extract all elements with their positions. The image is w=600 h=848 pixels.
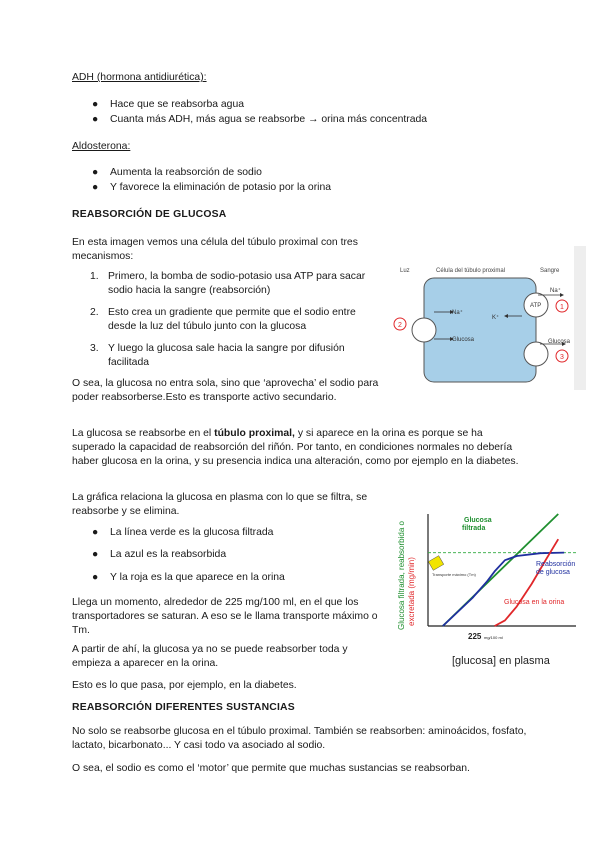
section-title-glucosa: REABSORCIÓN DE GLUCOSA (72, 209, 227, 220)
aldosterona-heading: Aldosterona: (72, 141, 131, 152)
section-title-otras: REABSORCIÓN DIFERENTES SUSTANCIAS (72, 702, 295, 713)
legend-filtrada: Glucosa filtrada (462, 517, 492, 532)
glucose-chart-svg (398, 506, 588, 668)
label-glucosa-in: Glucosa (452, 337, 475, 343)
legend-orina: Glucosa en la orina (504, 599, 565, 606)
glucose-chart (398, 506, 588, 668)
cell-diagram (388, 246, 586, 390)
x-tick-label: 225 (468, 632, 482, 641)
chart-ylabel-2: excretada (mg/min) (407, 557, 416, 626)
tubulo-paragraph: La glucosa se reabsorbe en el túbulo proximal, y si aparece en la orina es porque se ha superado la capacidad de reabsorción del riñón. Por tanto, en condiciones normales no debería haber glucosa en la orina, y su presencia indica una alteración, como por ejemplo en la diabetes. (72, 428, 519, 467)
otras-paragraph: No solo se reabsorbe glucosa en el túbulo proximal. También se reabsorben: aminoácidos, fosfato, lactato, bicarbonato... Y casi todo va asociado al sodio. (72, 726, 527, 751)
legend-reabsorcion: Reabsorción de glucosa (536, 561, 576, 576)
tubulo-proximal-bold: túbulo proximal, (214, 428, 295, 439)
circle-label-1: 1 (560, 304, 564, 311)
label-na-in: Na⁺ (452, 310, 463, 316)
cotransporter (412, 318, 436, 342)
tm-marker-icon (428, 556, 443, 571)
chart-ylabel-1: Glucosa filtrada, reabsorbida o (397, 521, 406, 630)
chart-xlabel: [glucosa] en plasma (452, 655, 550, 667)
diabetes-paragraph: Esto es lo que pasa, por ejemplo, en la diabetes. (72, 680, 297, 691)
tm-note: Transporte máximo (Tm) (432, 572, 476, 577)
glucosa-intro: En esta imagen vemos una célula del túbulo proximal con tres mecanismos: (72, 237, 358, 262)
after-paragraph: A partir de ahí, la glucosa ya no se puede reabsorber toda y empieza a aparecer en la orina. (72, 644, 348, 669)
label-sangre: Sangre (540, 268, 560, 274)
motor-paragraph: O sea, el sodio es como el ‘motor’ que permite que muchas sustancias se reabsorban. (72, 763, 470, 774)
label-celula: Célula del túbulo proximal (436, 268, 506, 274)
circle-label-3: 3 (560, 354, 564, 361)
label-k: K⁺ (492, 315, 500, 321)
adh-heading: ADH (hormona antidiurética): (72, 72, 207, 83)
graph-intro: La gráfica relaciona la glucosa en plasma con lo que se filtra, se reabsorbe y se elimina. (72, 492, 368, 517)
label-atp: ATP (530, 303, 542, 309)
label-luz: Luz (400, 268, 410, 274)
label-glucosa-out: Glucosa (548, 339, 571, 345)
cell-body (424, 278, 536, 382)
x-tick-unit: mg/100 ml (484, 635, 503, 640)
glucosa-conclusion: O sea, la glucosa no entra sola, sino que ‘aprovecha’ el sodio para poder reabsorberse.Esto es transporte activo secundario. (72, 378, 379, 403)
circle-label-2: 2 (398, 322, 402, 329)
glucose-transporter (524, 342, 548, 366)
label-na-out: Na⁺ (550, 288, 561, 294)
tm-paragraph: Llega un momento, alrededor de 225 mg/100 ml, en el que los transportadores se saturan. A eso se le llama transporte máximo o Tm. (72, 597, 378, 636)
cell-figure (388, 246, 586, 390)
